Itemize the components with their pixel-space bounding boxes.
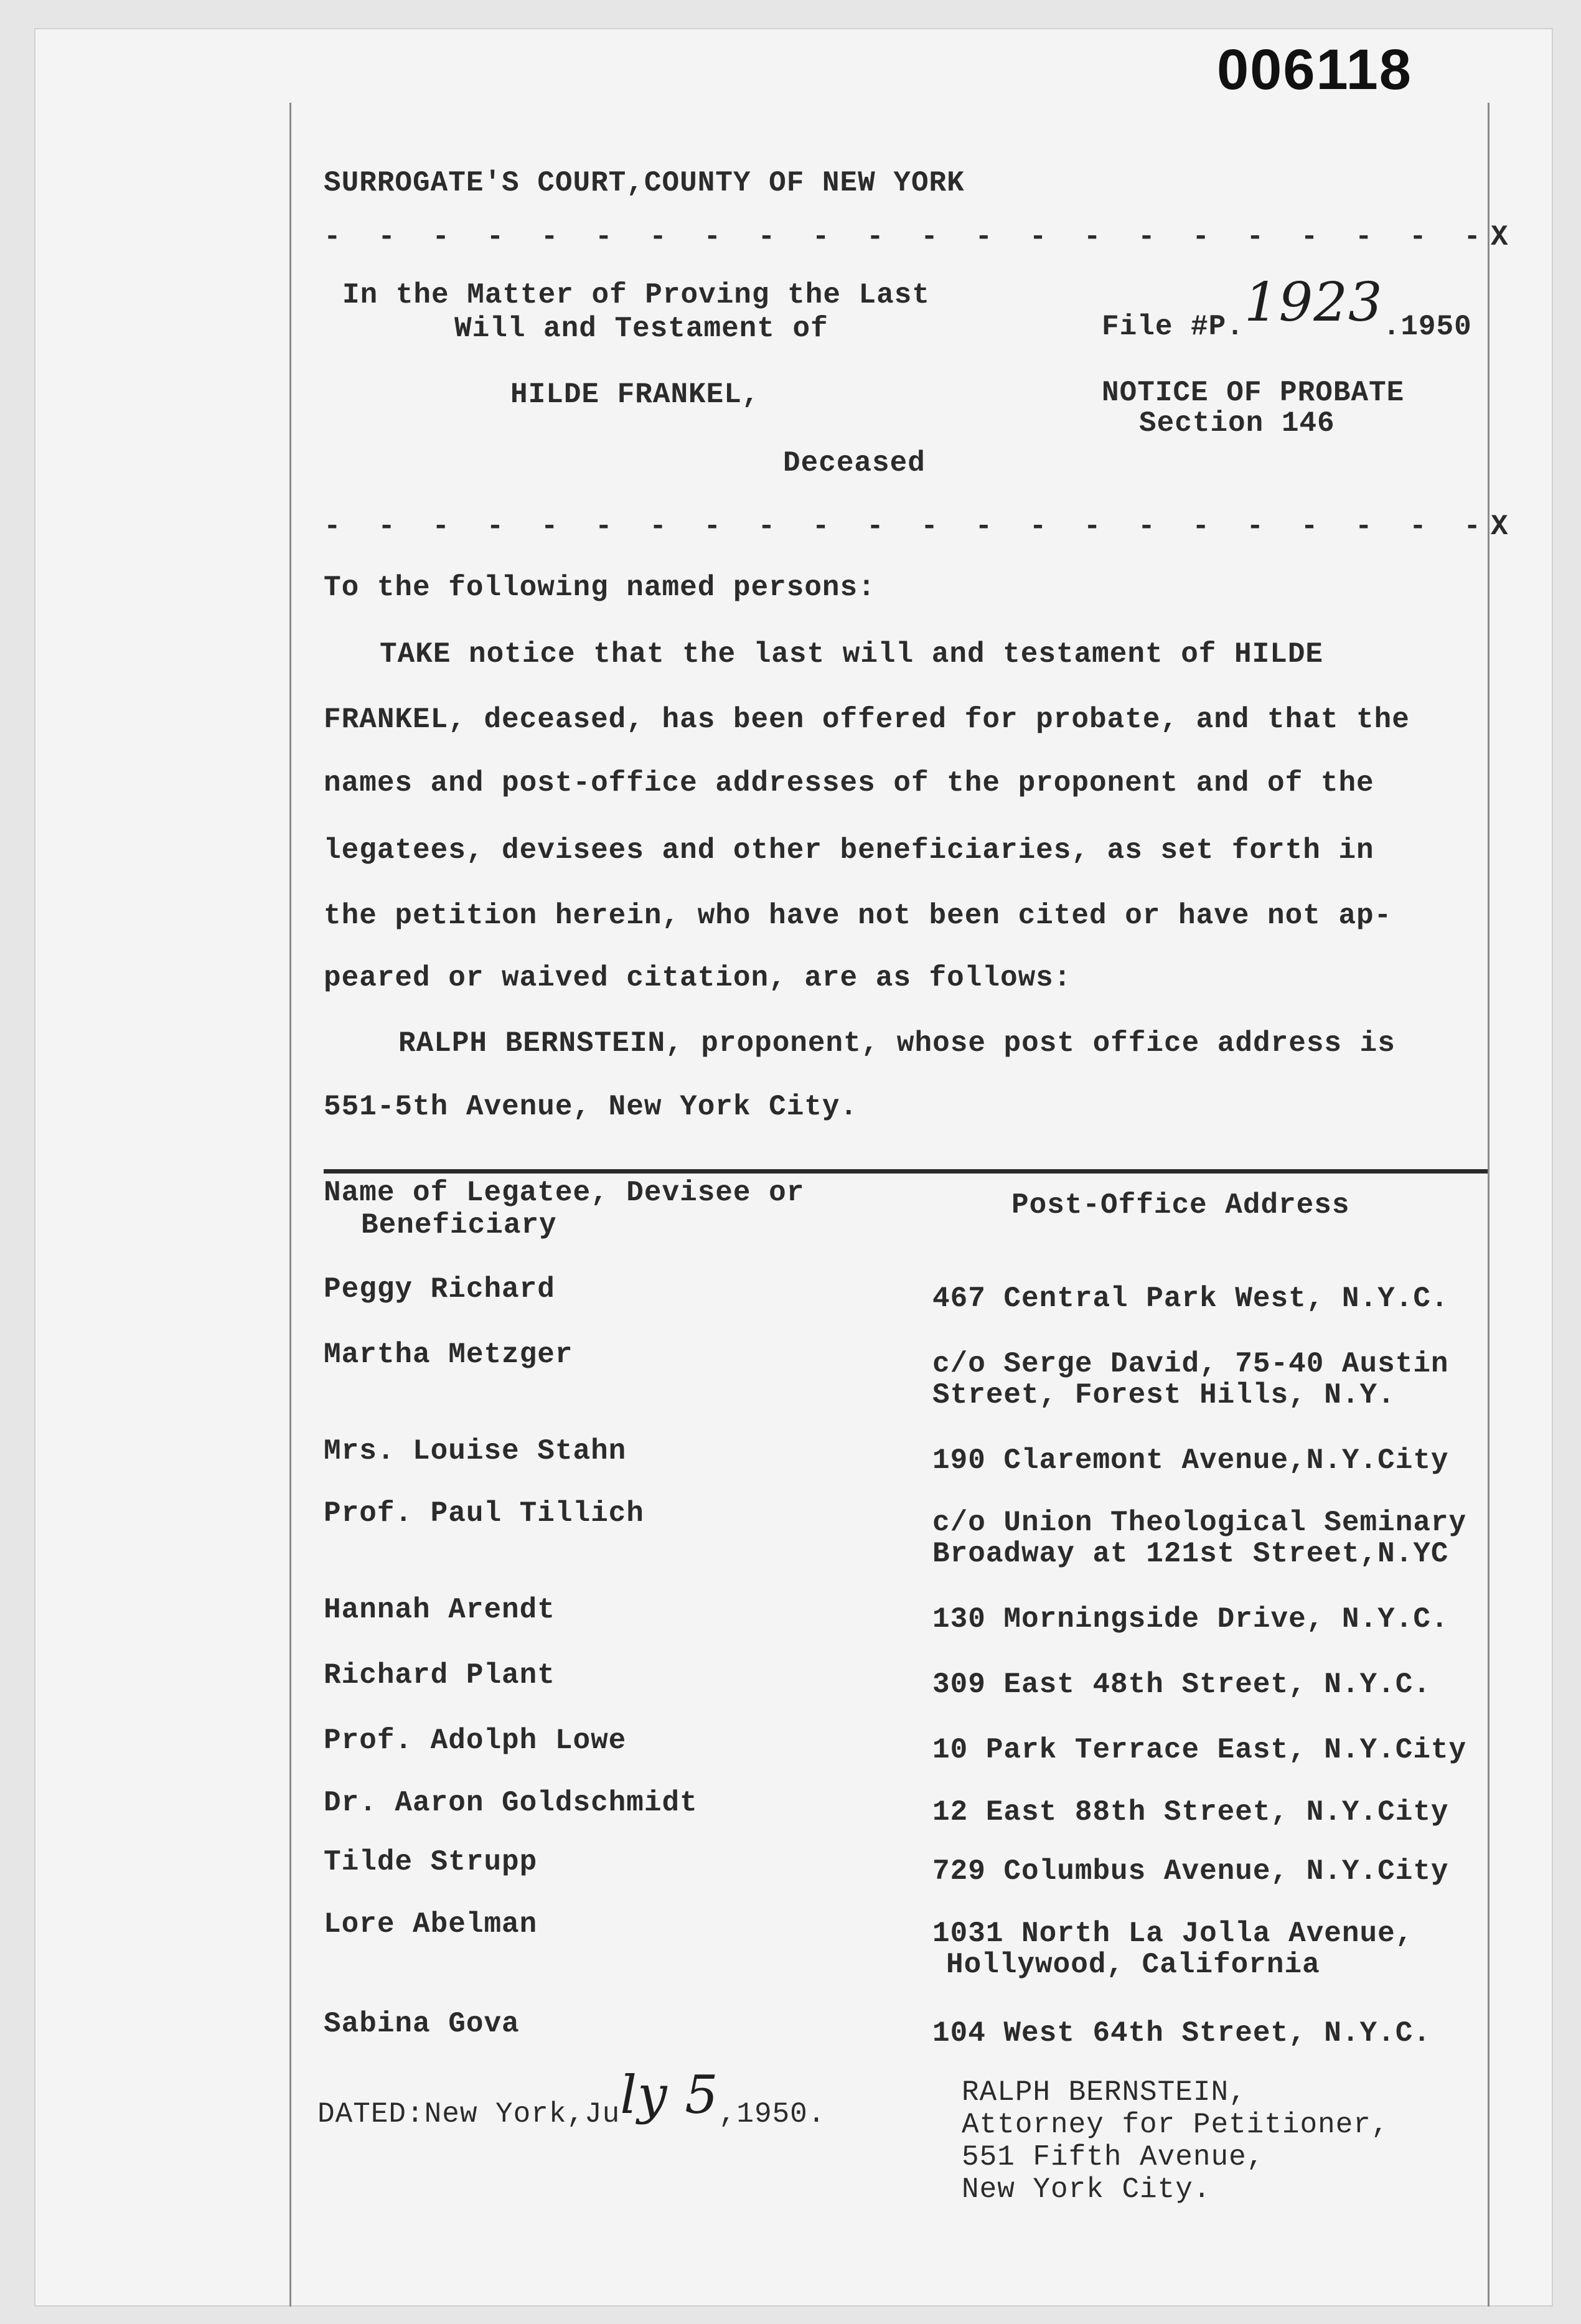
deceased-label: Deceased xyxy=(783,447,926,479)
beneficiary-address: 309 East 48th Street, N.Y.C. xyxy=(932,1668,1431,1701)
beneficiary-address: 467 Central Park West, N.Y.C. xyxy=(932,1282,1449,1315)
beneficiary-name: Richard Plant xyxy=(324,1659,555,1691)
beneficiary-name: Tilde Strupp xyxy=(324,1846,538,1878)
signature-line-1: RALPH BERNSTEIN, xyxy=(962,2076,1247,2109)
matter-line-1: In the Matter of Proving the Last xyxy=(342,279,930,311)
table-header-name-2: Beneficiary xyxy=(361,1209,557,1241)
beneficiary-name: Martha Metzger xyxy=(324,1338,573,1371)
beneficiary-address-line-2: Street, Forest Hills, N.Y. xyxy=(932,1379,1396,1411)
beneficiary-address-line-2: Broadway at 121st Street,N.YC xyxy=(932,1538,1449,1570)
dated-line xyxy=(317,2064,826,2134)
signature-line-4: New York City. xyxy=(962,2173,1211,2206)
body-line-6: peared or waived citation, are as follows: xyxy=(324,962,1072,994)
beneficiary-name: Hannah Arendt xyxy=(324,1594,555,1626)
margin-line-right xyxy=(1488,103,1490,2307)
beneficiary-address: 130 Morningside Drive, N.Y.C. xyxy=(932,1603,1449,1635)
file-handwritten-number: 1923 xyxy=(1244,271,1383,334)
body-line-2: FRANKEL, deceased, has been offered for probate, and that the xyxy=(324,703,1410,736)
beneficiary-address: c/o Union Theological Seminary xyxy=(932,1507,1467,1539)
body-line-5: the petition herein, who have not been cited or have not ap- xyxy=(324,900,1392,932)
dated-handwritten: ly 5 xyxy=(620,2064,719,2125)
table-rule xyxy=(324,1169,1488,1174)
beneficiary-name: Prof. Adolph Lowe xyxy=(324,1724,627,1757)
beneficiary-name: Mrs. Louise Stahn xyxy=(324,1435,627,1467)
beneficiary-address: 190 Claremont Avenue,N.Y.City xyxy=(932,1444,1449,1477)
beneficiary-name: Prof. Paul Tillich xyxy=(324,1497,644,1530)
body-line-4: legatees, devisees and other beneficiaries, as set forth in xyxy=(324,834,1374,867)
caption-separator-bottom: - - - - - - - - - - - - - - - - - - - - - -X xyxy=(324,510,1518,543)
beneficiary-address: 104 West 64th Street, N.Y.C. xyxy=(932,2017,1431,2049)
notice-section: Section 146 xyxy=(1139,407,1335,440)
body-line-7: RALPH BERNSTEIN, proponent, whose post office address is xyxy=(398,1027,1396,1060)
document-number-stamp: 006118 xyxy=(1217,38,1412,101)
beneficiary-name: Sabina Gova xyxy=(324,2008,520,2040)
document-page xyxy=(34,28,1553,2307)
dated-suffix: ,1950. xyxy=(718,2098,826,2130)
beneficiary-address: 1031 North La Jolla Avenue, xyxy=(932,1917,1414,1950)
beneficiary-name: Peggy Richard xyxy=(324,1273,555,1305)
signature-line-3: 551 Fifth Avenue, xyxy=(962,2141,1265,2173)
beneficiary-address-line-2: Hollywood, California xyxy=(946,1949,1320,1981)
caption-separator-top: - - - - - - - - - - - - - - - - - - - - - -X xyxy=(324,221,1518,253)
beneficiary-name: Dr. Aaron Goldschmidt xyxy=(324,1787,698,1819)
beneficiary-address: 10 Park Terrace East, N.Y.City xyxy=(932,1734,1467,1766)
signature-line-2: Attorney for Petitioner, xyxy=(962,2109,1389,2141)
beneficiary-address: 729 Columbus Avenue, N.Y.City xyxy=(932,1855,1449,1888)
body-line-1: TAKE notice that the last will and testament of HILDE xyxy=(380,638,1324,670)
body-line-8: 551-5th Avenue, New York City. xyxy=(324,1091,858,1123)
file-number xyxy=(1102,271,1472,347)
court-caption: SURROGATE'S COURT,COUNTY OF NEW YORK xyxy=(324,167,965,199)
beneficiary-address: 12 East 88th Street, N.Y.City xyxy=(932,1796,1449,1828)
beneficiary-address: c/o Serge David, 75-40 Austin xyxy=(932,1348,1449,1380)
margin-line-left xyxy=(289,103,291,2307)
body-line-3: names and post-office addresses of the proponent and of the xyxy=(324,767,1374,799)
table-header-name-1: Name of Legatee, Devisee or xyxy=(324,1177,805,1209)
dated-prefix: DATED:New York,Ju xyxy=(317,2098,621,2130)
notice-title: NOTICE OF PROBATE xyxy=(1102,377,1405,409)
matter-line-2: Will and Testament of xyxy=(454,313,828,345)
table-header-address: Post-Office Address xyxy=(1011,1189,1350,1221)
decedent-name: HILDE FRANKEL, xyxy=(510,379,760,411)
beneficiary-name: Lore Abelman xyxy=(324,1908,538,1941)
file-prefix: File #P. xyxy=(1102,311,1244,343)
file-suffix: .1950 xyxy=(1382,311,1472,343)
salutation: To the following named persons: xyxy=(324,572,876,604)
